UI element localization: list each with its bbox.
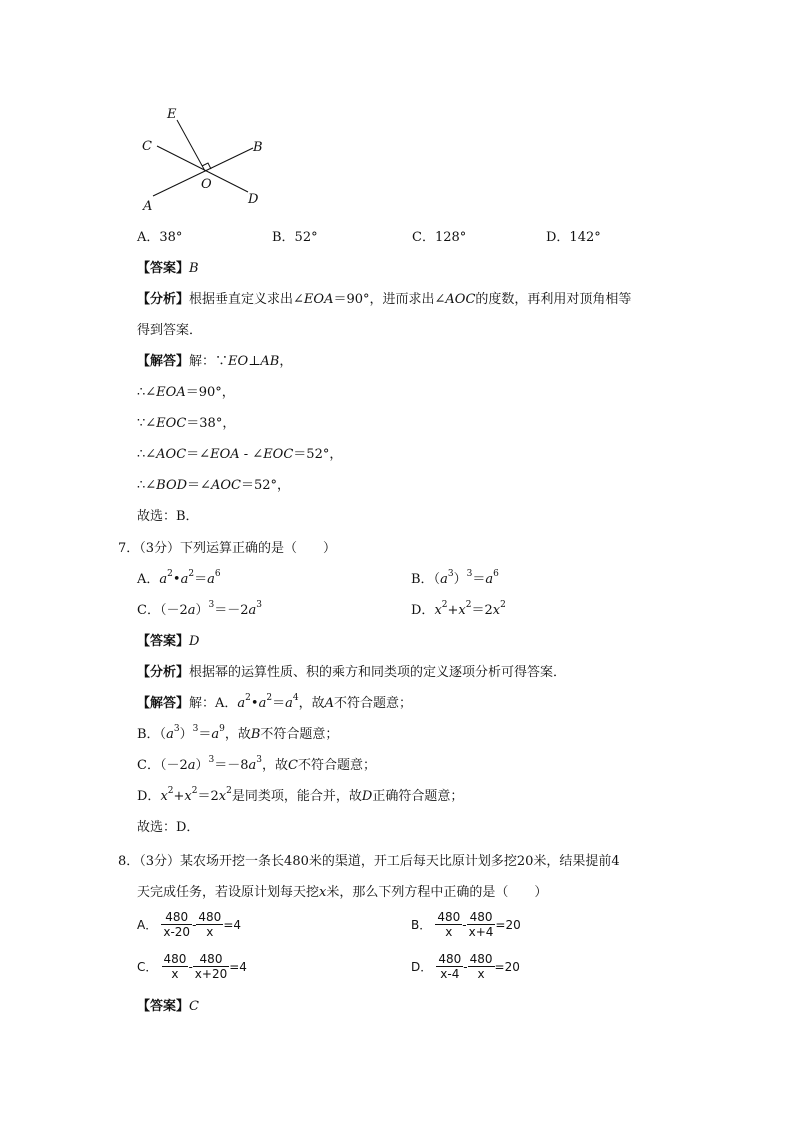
option-label: B．（ (411, 572, 441, 587)
text: 正确符合题意； (372, 789, 464, 804)
text: 不符合题意； (334, 696, 413, 711)
q7-option-d: D．$x^2+x^2=2x^2$ (411, 599, 506, 618)
option-label: D． (411, 960, 433, 974)
solution-tag: 【解答】 (137, 696, 190, 711)
text: ＝90°，进而求出∠ (333, 292, 446, 307)
label-b: B (253, 140, 263, 155)
text: ∵∠ (137, 416, 157, 431)
text: ，故 (262, 758, 289, 773)
q6-choose: 故选：B． (137, 509, 199, 524)
var: D (361, 789, 373, 804)
q7-option-a: A．$a^2•a^2=a^6$ (137, 568, 221, 587)
q6-option-a: A．38° (137, 230, 183, 245)
q6-solution-line1 (137, 353, 292, 371)
option-label: C．（－2 (137, 603, 188, 618)
q7-option-b: B．$(a^3)^3=a^6$ (411, 568, 499, 587)
label-d: D (248, 192, 259, 207)
fraction: $\frac{480}{x}$ (198, 910, 222, 939)
answer-value: C (189, 999, 199, 1014)
var: EO (228, 354, 249, 369)
text: 根据垂直定义求出∠ (189, 292, 304, 307)
geometry-figure (135, 100, 275, 215)
solution-tag: 【解答】 (137, 354, 190, 369)
text: ⊥ (248, 354, 261, 369)
q8-stem-line2 (137, 884, 547, 902)
text: ＝∠ (187, 478, 211, 493)
text: C．（－2 (137, 758, 188, 773)
text: ，故 (298, 696, 325, 711)
q7-choose: 故选：D． (137, 820, 200, 835)
option-label: D． (411, 603, 435, 618)
text: ， (279, 354, 293, 369)
label-a: A (143, 199, 153, 214)
answer-tag: 【答案】 (137, 261, 190, 276)
q8-stem-line1: 8．（3分）某农场开挖一条长480米的渠道，开工后每天比原计划多挖20米，结果提前4 (118, 854, 620, 869)
var: BOD (156, 478, 188, 493)
fraction: $\frac{480}{x}$ (437, 910, 461, 939)
var: AOC (156, 447, 187, 462)
text: ＝38°， (186, 416, 236, 431)
var: EOA (156, 385, 186, 400)
q8-answer (137, 998, 199, 1016)
text: B．（ (137, 727, 167, 742)
q8-option-a: A． $\frac{480}{x-20}$ - $\frac{480}{x}$ =4 (137, 910, 242, 939)
q7-solution-line1: 【解答】解：A．$a^2•a^2=a^4$，故A不符合题意； (137, 692, 413, 711)
q6-option-b: B．52° (272, 230, 318, 245)
text: 解：∵ (189, 354, 229, 369)
q6-solution-line2 (137, 384, 235, 402)
var: A (324, 696, 334, 711)
var: AOC (445, 292, 476, 307)
fraction: $\frac{480}{x+20}$ (194, 952, 228, 981)
text: 根据幂的运算性质、积的乘方和同类项的定义逐项分析可得答案． (189, 665, 567, 680)
text: ＝52°， (240, 478, 290, 493)
answer-tag: 【答案】 (137, 999, 190, 1014)
fraction: $\frac{480}{x-20}$ (163, 910, 191, 939)
option-label: B． (411, 918, 432, 932)
analysis-tag: 【分析】 (137, 292, 190, 307)
text: 不符合题意； (260, 727, 339, 742)
text: 天完成任务，若设原计划每天挖 (137, 885, 320, 900)
q6-analysis (137, 291, 631, 309)
answer-tag: 【答案】 (137, 634, 190, 649)
q8-option-d: D． $\frac{480}{x-4}$ - $\frac{480}{x}$ =20 (411, 952, 520, 981)
text: ，故 (224, 727, 251, 742)
answer-value: D (189, 634, 200, 649)
q6-solution-line5 (137, 477, 290, 495)
text: 是同类项，能合并，故 (231, 789, 362, 804)
analysis-tag: 【分析】 (137, 665, 190, 680)
label-o: O (201, 177, 212, 192)
q8-option-b: B． $\frac{480}{x}$ - $\frac{480}{x+4}$ =20 (411, 910, 521, 939)
q6-option-c: C．128° (412, 230, 467, 245)
q7-solution-line3: C．$(-2a)^3=-8a^3$，故C不符合题意； (137, 754, 376, 773)
text: - ∠ (239, 447, 264, 462)
var: EOA (210, 447, 240, 462)
option-label: A． (137, 918, 158, 932)
q8-option-c: C． $\frac{480}{x}$ - $\frac{480}{x+20}$ =4 (137, 952, 247, 981)
text: 的度数，再利用对顶角相等 (475, 292, 632, 307)
q6-analysis-line2: 得到答案． (137, 323, 203, 338)
text: ∴∠ (137, 478, 157, 493)
var: x (319, 885, 327, 900)
var: EOC (263, 447, 294, 462)
fraction: $\frac{480}{x}$ (469, 952, 493, 981)
text: D． (137, 789, 161, 804)
text: 解：A． (189, 696, 238, 711)
option-label: A． (137, 572, 160, 587)
text: ∴∠ (137, 447, 157, 462)
text: ＝90°， (185, 385, 235, 400)
fraction: $\frac{480}{x-4}$ (438, 952, 462, 981)
q7-option-c: C．$(-2a)^3=-2a^3$ (137, 599, 263, 618)
label-e: E (167, 107, 177, 122)
q6-option-d: D．142° (546, 230, 601, 245)
text: 米，那么下列方程中正确的是（ ） (326, 885, 548, 900)
var: C (288, 758, 298, 773)
answer-value: B (189, 261, 199, 276)
var: EOC (156, 416, 187, 431)
fraction: $\frac{480}{x}$ (163, 952, 187, 981)
text: 不符合题意； (297, 758, 376, 773)
var: B (250, 727, 261, 742)
text: ＝52°， (293, 447, 343, 462)
q6-solution-line4 (137, 446, 342, 464)
text: ＝∠ (186, 447, 211, 462)
q7-answer (137, 633, 199, 651)
q7-analysis (137, 664, 566, 682)
label-c: C (142, 139, 152, 154)
q6-answer (137, 260, 199, 278)
var: AOC (210, 478, 241, 493)
fraction: $\frac{480}{x+4}$ (468, 910, 494, 939)
q7-solution-line2: B．$(a^3)^3=a^9$，故B不符合题意； (137, 723, 339, 742)
var: EOA (303, 292, 334, 307)
q7-stem: 7．（3分）下列运算正确的是（ ） (118, 541, 337, 556)
text: ∴∠ (137, 385, 157, 400)
option-label: C． (137, 960, 158, 974)
q6-solution-line3 (137, 415, 235, 433)
q7-solution-line4: D．$x^2+x^2=2x^2$是同类项，能合并，故D正确符合题意； (137, 785, 464, 804)
var: AB (260, 354, 280, 369)
